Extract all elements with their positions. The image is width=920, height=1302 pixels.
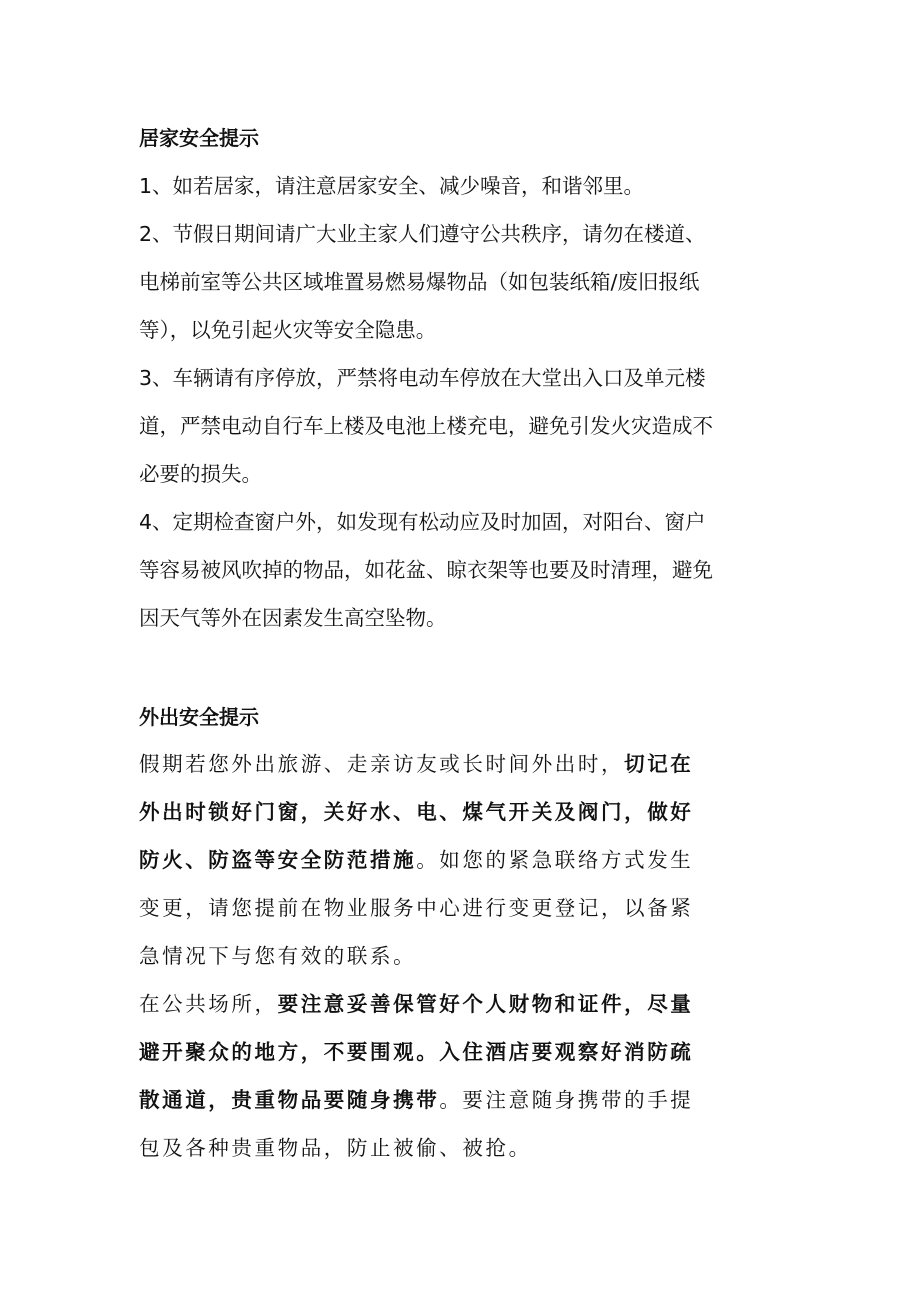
home-tip-line: 必要的损失。 xyxy=(139,462,262,486)
emphasis-text: 外出时锁好门窗，关好水、电、煤气开关及阀门，做好 xyxy=(139,800,694,824)
emphasis-text: 散通道，贵重物品要随身携带 xyxy=(139,1088,440,1112)
line-text: 在公共场所， xyxy=(139,992,278,1016)
outing-paragraph-line: 急情况下与您有效的联系。 xyxy=(139,944,417,968)
outing-paragraph-line xyxy=(139,797,693,827)
home-tip-line: 等），以免引起火灾等安全隐患。 xyxy=(139,318,437,342)
emphasis-text: 避开聚众的地方，不要围观。入住酒店要观察好消防疏 xyxy=(139,1040,694,1064)
home-tip-line: 电梯前室等公共区域堆置易燃易爆物品（如包装纸箱/废旧报纸 xyxy=(139,270,700,294)
outing-paragraph-line xyxy=(139,1037,693,1067)
home-tip-line: 3、车辆请有序停放，严禁将电动车停放在大堂出入口及单元楼 xyxy=(139,366,706,390)
home-tip-line: 道，严禁电动自行车上楼及电池上楼充电，避免引发火灾造成不 xyxy=(139,414,713,438)
emphasis-text: 切记在 xyxy=(624,752,694,776)
outing-paragraph-line: 包及各种贵重物品，防止被偷、被抢。 xyxy=(139,1136,532,1160)
line-text: 假期若您外出旅游、走亲访友或长时间外出时， xyxy=(139,752,625,776)
emphasis-text: 要注意妥善保管好个人财物和证件，尽量 xyxy=(277,992,694,1016)
emphasis-text: 防火、防盗等安全防范措施 xyxy=(139,848,417,872)
home-safety-title: 居家安全提示 xyxy=(139,126,259,150)
line-text: 。如您的紧急联络方式发生 xyxy=(416,848,694,872)
outing-paragraph-line xyxy=(139,989,693,1019)
home-tip-line: 1、如若居家，请注意居家安全、减少噪音，和谐邻里。 xyxy=(139,174,645,198)
outing-paragraph-line xyxy=(139,1085,693,1115)
home-tip-line: 因天气等外在因素发生高空坠物。 xyxy=(139,606,447,630)
home-tip-line: 等容易被风吹掉的物品，如花盆、晾衣架等也要及时清理，避免 xyxy=(139,558,713,582)
home-tip-line: 2、节假日期间请广大业主家人们遵守公共秩序，请勿在楼道、 xyxy=(139,222,706,246)
outing-paragraph-line xyxy=(139,749,693,779)
outing-safety-title: 外出安全提示 xyxy=(139,705,259,729)
outing-paragraph-line xyxy=(139,845,693,875)
line-text: 。要注意随身携带的手提 xyxy=(439,1088,694,1112)
outing-paragraph-line: 变更，请您提前在物业服务中心进行变更登记，以备紧 xyxy=(139,896,694,920)
home-tip-line: 4、定期检查窗户外，如发现有松动应及时加固，对阳台、窗户 xyxy=(139,510,706,534)
